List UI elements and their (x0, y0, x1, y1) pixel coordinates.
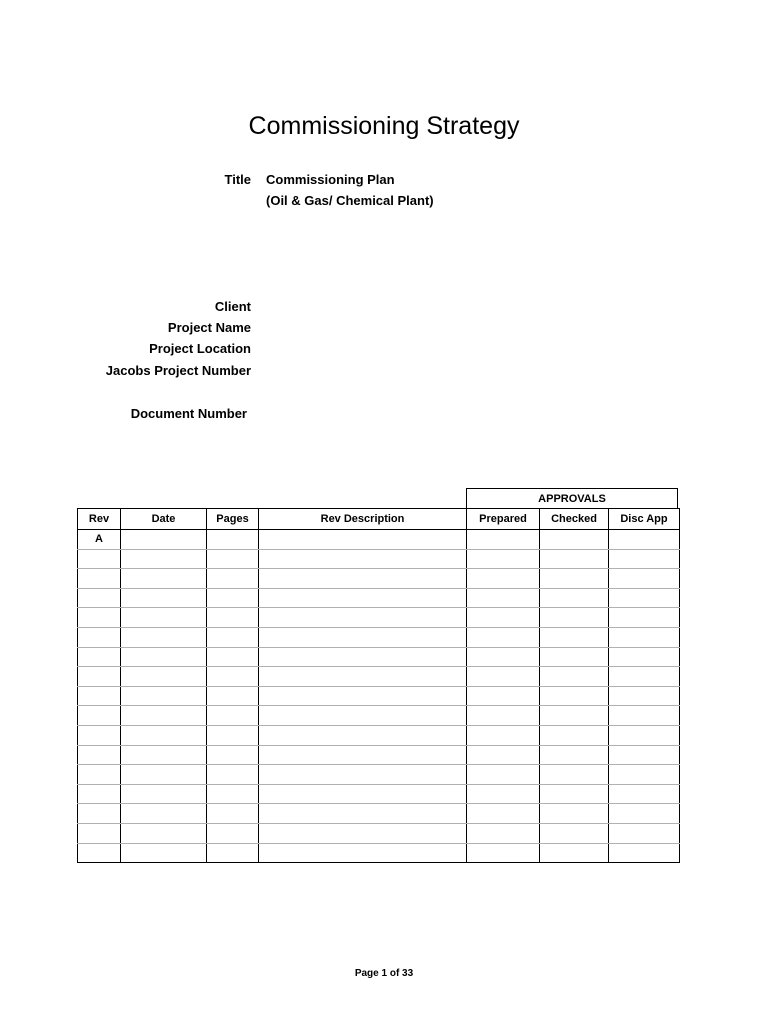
table-cell (121, 725, 207, 745)
date-header: Date (121, 509, 207, 530)
table-cell (609, 725, 680, 745)
table-row (78, 647, 680, 667)
table-row (78, 784, 680, 804)
document-number-label: Document Number (130, 406, 247, 421)
table-cell (609, 686, 680, 706)
table-cell (207, 843, 259, 863)
table-cell (207, 608, 259, 628)
table-cell (121, 588, 207, 608)
table-cell (259, 608, 467, 628)
table-cell (207, 569, 259, 589)
table-cell (259, 745, 467, 765)
table-cell (540, 667, 609, 687)
table-cell (121, 823, 207, 843)
table-cell (78, 608, 121, 628)
table-cell (259, 569, 467, 589)
table-cell (78, 588, 121, 608)
title-value-line2: (Oil & Gas/ Chemical Plant) (266, 193, 434, 208)
table-cell (121, 765, 207, 785)
page-number: Page 1 of 33 (354, 968, 414, 979)
table-cell (207, 745, 259, 765)
table-cell (609, 569, 680, 589)
table-cell (467, 667, 540, 687)
table-cell (78, 784, 121, 804)
table-cell (609, 549, 680, 569)
table-cell (259, 530, 467, 550)
table-cell (121, 549, 207, 569)
table-cell (78, 706, 121, 726)
table-row (78, 804, 680, 824)
table-cell (207, 588, 259, 608)
table-cell (540, 823, 609, 843)
table-cell (609, 843, 680, 863)
table-row (78, 706, 680, 726)
disc-app-header: Disc App (609, 509, 680, 530)
table-cell (609, 647, 680, 667)
title-value-line1: Commissioning Plan (266, 172, 395, 187)
table-row (78, 686, 680, 706)
table-cell (259, 627, 467, 647)
table-cell (121, 784, 207, 804)
table-row (78, 569, 680, 589)
title-label: Title (224, 172, 251, 187)
table-cell (540, 706, 609, 726)
table-cell (78, 823, 121, 843)
table-cell (78, 569, 121, 589)
table-cell (78, 804, 121, 824)
table-cell (540, 627, 609, 647)
table-cell (467, 588, 540, 608)
table-cell (540, 686, 609, 706)
table-row (78, 843, 680, 863)
table-cell (121, 745, 207, 765)
project-location-label: Project Location (149, 341, 251, 356)
table-cell (121, 569, 207, 589)
table-cell (609, 745, 680, 765)
table-cell (207, 706, 259, 726)
table-cell (207, 530, 259, 550)
table-cell (540, 569, 609, 589)
table-cell (259, 706, 467, 726)
table-row (78, 588, 680, 608)
table-cell (78, 667, 121, 687)
revision-table-header-row (78, 509, 680, 530)
table-cell (467, 706, 540, 726)
table-cell (207, 667, 259, 687)
table-cell (207, 823, 259, 843)
table-cell (259, 843, 467, 863)
pages-header: Pages (207, 509, 259, 530)
table-cell (78, 647, 121, 667)
table-cell (540, 725, 609, 745)
table-cell (121, 706, 207, 726)
table-cell (207, 725, 259, 745)
table-cell (207, 549, 259, 569)
table-cell (207, 784, 259, 804)
table-cell (259, 823, 467, 843)
table-cell (540, 804, 609, 824)
table-cell (78, 686, 121, 706)
table-cell (78, 765, 121, 785)
table-cell (259, 667, 467, 687)
table-cell (78, 725, 121, 745)
table-cell (121, 647, 207, 667)
table-cell (609, 765, 680, 785)
table-cell (121, 843, 207, 863)
table-row (78, 667, 680, 687)
table-cell (78, 745, 121, 765)
table-cell (467, 765, 540, 785)
revision-table-body (78, 530, 680, 863)
table-cell (259, 725, 467, 745)
table-row (78, 549, 680, 569)
table-cell (540, 843, 609, 863)
table-cell (540, 588, 609, 608)
table-cell (609, 823, 680, 843)
table-row (78, 823, 680, 843)
table-cell (540, 549, 609, 569)
table-cell (540, 530, 609, 550)
table-cell (609, 804, 680, 824)
table-cell (207, 804, 259, 824)
table-row (78, 765, 680, 785)
table-cell (259, 549, 467, 569)
table-cell (467, 725, 540, 745)
table-row (78, 627, 680, 647)
table-cell (609, 627, 680, 647)
table-cell (467, 804, 540, 824)
project-name-label: Project Name (167, 320, 251, 335)
table-cell (609, 608, 680, 628)
table-cell (259, 804, 467, 824)
checked-header: Checked (540, 509, 609, 530)
table-cell (259, 647, 467, 667)
table-cell (259, 588, 467, 608)
table-cell (78, 843, 121, 863)
table-cell (609, 784, 680, 804)
table-cell (259, 784, 467, 804)
table-cell (467, 843, 540, 863)
table-row (78, 530, 680, 550)
table-cell (121, 530, 207, 550)
table-cell (540, 765, 609, 785)
table-cell (207, 627, 259, 647)
table-cell (121, 804, 207, 824)
table-cell (467, 569, 540, 589)
prepared-header: Prepared (467, 509, 540, 530)
table-cell (467, 549, 540, 569)
rev-header: Rev (78, 509, 121, 530)
approvals-header: APPROVALS (466, 488, 678, 508)
rev-description-header: Rev Description (259, 509, 467, 530)
table-cell (467, 784, 540, 804)
table-row (78, 745, 680, 765)
table-cell (259, 765, 467, 785)
table-cell (121, 627, 207, 647)
table-row (78, 608, 680, 628)
table-cell (609, 530, 680, 550)
table-cell (609, 667, 680, 687)
table-cell (467, 608, 540, 628)
table-cell (78, 549, 121, 569)
table-cell (609, 706, 680, 726)
client-label: Client (214, 299, 251, 314)
table-cell (540, 608, 609, 628)
table-cell (207, 647, 259, 667)
table-cell (207, 765, 259, 785)
revision-table (77, 508, 680, 863)
table-cell (467, 823, 540, 843)
table-cell (540, 784, 609, 804)
document-title: Commissioning Strategy (248, 112, 520, 140)
table-cell (121, 608, 207, 628)
table-cell (78, 627, 121, 647)
table-cell: A (78, 530, 121, 550)
table-cell (259, 686, 467, 706)
table-cell (540, 745, 609, 765)
table-cell (609, 588, 680, 608)
table-cell (467, 627, 540, 647)
table-cell (540, 647, 609, 667)
table-cell (207, 686, 259, 706)
project-number-label: Jacobs Project Number (105, 363, 251, 378)
table-cell (467, 745, 540, 765)
table-row (78, 725, 680, 745)
table-cell (121, 686, 207, 706)
table-cell (467, 647, 540, 667)
table-cell (121, 667, 207, 687)
table-cell (467, 530, 540, 550)
table-cell (467, 686, 540, 706)
